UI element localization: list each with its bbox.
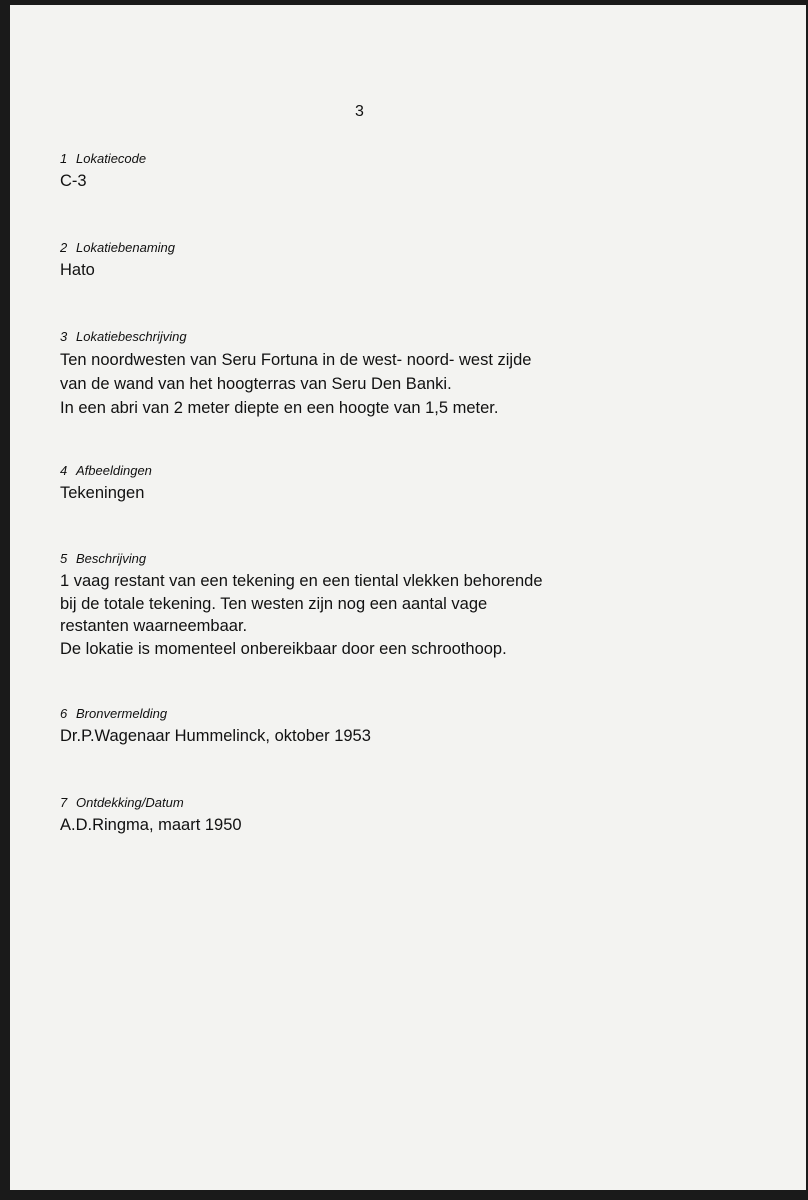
text-line: De lokatie is momenteel onbereikbaar door een schroothoop. xyxy=(60,639,507,658)
section-lokatiebenaming xyxy=(60,240,175,282)
section-label xyxy=(60,551,543,567)
text-line: 1 vaag restant van een tekening en een tiental vlekken behorende xyxy=(60,572,543,590)
section-label xyxy=(60,329,531,345)
section-label xyxy=(60,240,175,256)
section-label xyxy=(60,706,371,722)
section-number: 5 xyxy=(60,551,68,566)
section-bronvermelding xyxy=(60,706,371,748)
section-number: 6 xyxy=(60,706,68,721)
section-label xyxy=(60,795,242,811)
section-number: 1 xyxy=(60,151,68,166)
section-value xyxy=(60,348,531,420)
section-afbeeldingen xyxy=(60,463,152,505)
section-value: Dr.P.Wagenaar Hummelinck, oktober 1953 xyxy=(60,727,371,745)
section-number: 4 xyxy=(60,463,68,478)
section-title: Bronvermelding xyxy=(76,706,168,721)
section-value: A.D.Ringma, maart 1950 xyxy=(60,816,242,834)
section-lokatiecode xyxy=(60,151,146,193)
section-title: Lokatiebeschrijving xyxy=(76,329,187,344)
section-number: 7 xyxy=(60,795,68,810)
document-page xyxy=(10,5,806,1190)
section-title: Lokatiebenaming xyxy=(76,240,176,255)
section-title: Beschrijving xyxy=(76,551,147,566)
text-line: Ten noordwesten van Seru Fortuna in de west- noord- west zijde xyxy=(60,351,532,369)
section-ontdekking-datum xyxy=(60,795,242,837)
section-value: Tekeningen xyxy=(60,484,145,502)
text-line: restanten waarneembaar. xyxy=(60,617,248,635)
page-number: 3 xyxy=(355,103,364,120)
section-lokatiebeschrijving xyxy=(60,329,531,420)
section-number: 2 xyxy=(60,240,68,255)
text-line: In een abri van 2 meter diepte en een hoogte van 1,5 meter. xyxy=(60,399,499,417)
section-title: Afbeeldingen xyxy=(76,463,152,478)
section-label xyxy=(60,151,146,167)
section-title: Lokatiecode xyxy=(76,151,147,166)
section-value xyxy=(60,570,543,660)
text-line: van de wand van het hoogterras van Seru Den Banki. xyxy=(60,375,452,393)
section-label xyxy=(60,463,152,479)
section-beschrijving xyxy=(60,551,543,660)
section-value: C-3 xyxy=(60,172,87,190)
section-title: Ontdekking/Datum xyxy=(76,795,184,810)
text-line: bij de totale tekening. Ten westen zijn nog een aantal vage xyxy=(60,594,488,613)
section-value: Hato xyxy=(60,261,95,279)
section-number: 3 xyxy=(60,329,68,344)
